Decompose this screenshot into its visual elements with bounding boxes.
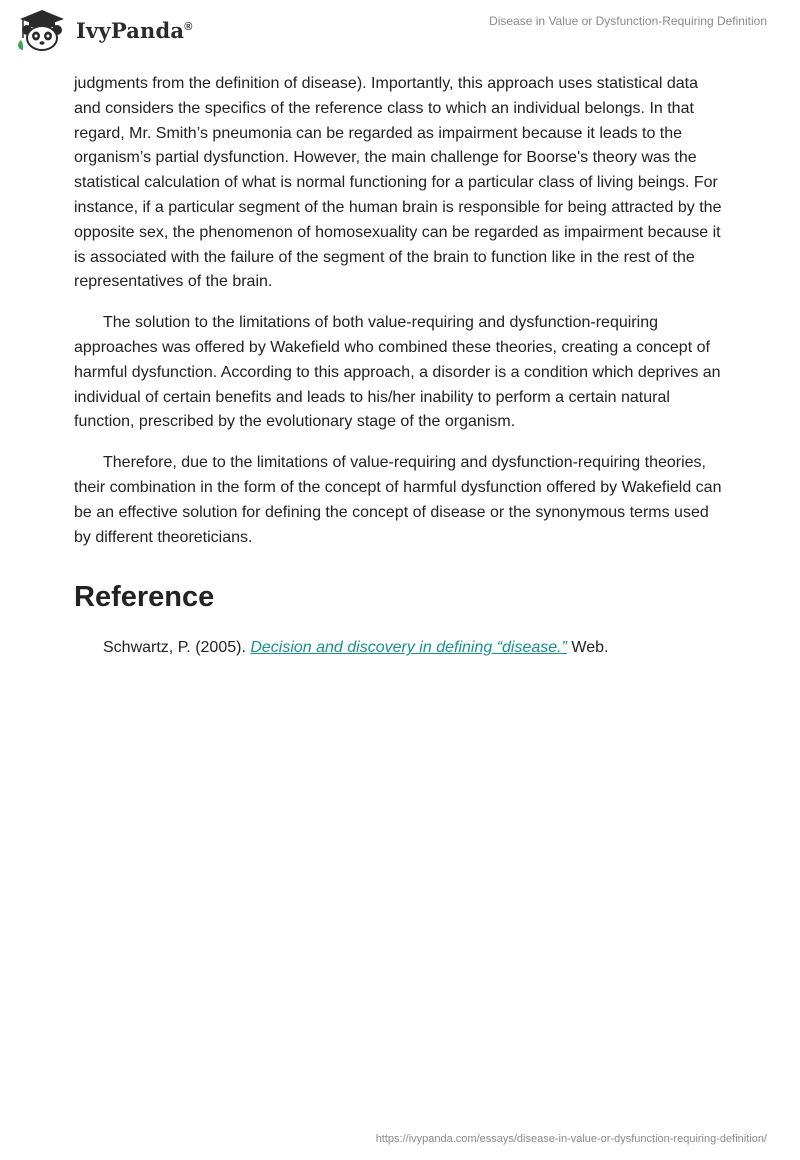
paragraph: Therefore, due to the limitations of value-requiring and dysfunction-requiring theories, their combination in the form of the concept of harmful dysfunction offered by Wakefield can be an effective solution for defining the concept of disease or the synonymous terms used by different theoreticians.	[74, 454, 722, 546]
brand-name: IvyPanda®	[76, 17, 193, 43]
panda-graduate-icon	[14, 8, 70, 52]
reference-entry	[74, 636, 724, 660]
reference-prefix: Schwartz, P. (2005).	[103, 639, 251, 657]
references-heading: Reference	[74, 581, 215, 614]
ivypanda-logo[interactable]	[14, 8, 193, 52]
paragraph: judgments from the definition of disease). Importantly, this approach uses statistical data and considers the specifics of the reference class to which an individual belongs. In that regard, Mr. Smith’s pneumonia can be regarded as impairment because it leads to the organism’s partial dysfunction. However, the main challenge for Boorse's theory was the statistical calculation of what is normal functioning for a particular class of living beings. For instance, if a particular segment of the human brain is responsible for being attracted by the opposite sex, the phenomenon of homosexuality can be regarded as impairment because it is associated with the failure of the segment of the brain to function like in the rest of the representatives of the brain.	[74, 75, 722, 291]
paragraph: The solution to the limitations of both value-requiring and dysfunction-requiring approaches was offered by Wakefield who combined these theories, creating a concept of harmful dysfunction. According to this approach, a disorder is a condition which deprives an individual of certain benefits and leads to his/her inability to perform a certain natural function, prescribed by the evolutionary stage of the organism.	[74, 314, 721, 431]
essay-body	[74, 72, 724, 660]
page-header	[0, 0, 800, 60]
reference-suffix: Web.	[566, 639, 609, 657]
running-title: Disease in Value or Dysfunction-Requiring Definition	[489, 14, 767, 28]
reference-link[interactable]: Decision and discovery in defining “disease.”	[250, 639, 567, 657]
footer-url[interactable]: https://ivypanda.com/essays/disease-in-value-or-dysfunction-requiring-definition/	[375, 1133, 767, 1145]
